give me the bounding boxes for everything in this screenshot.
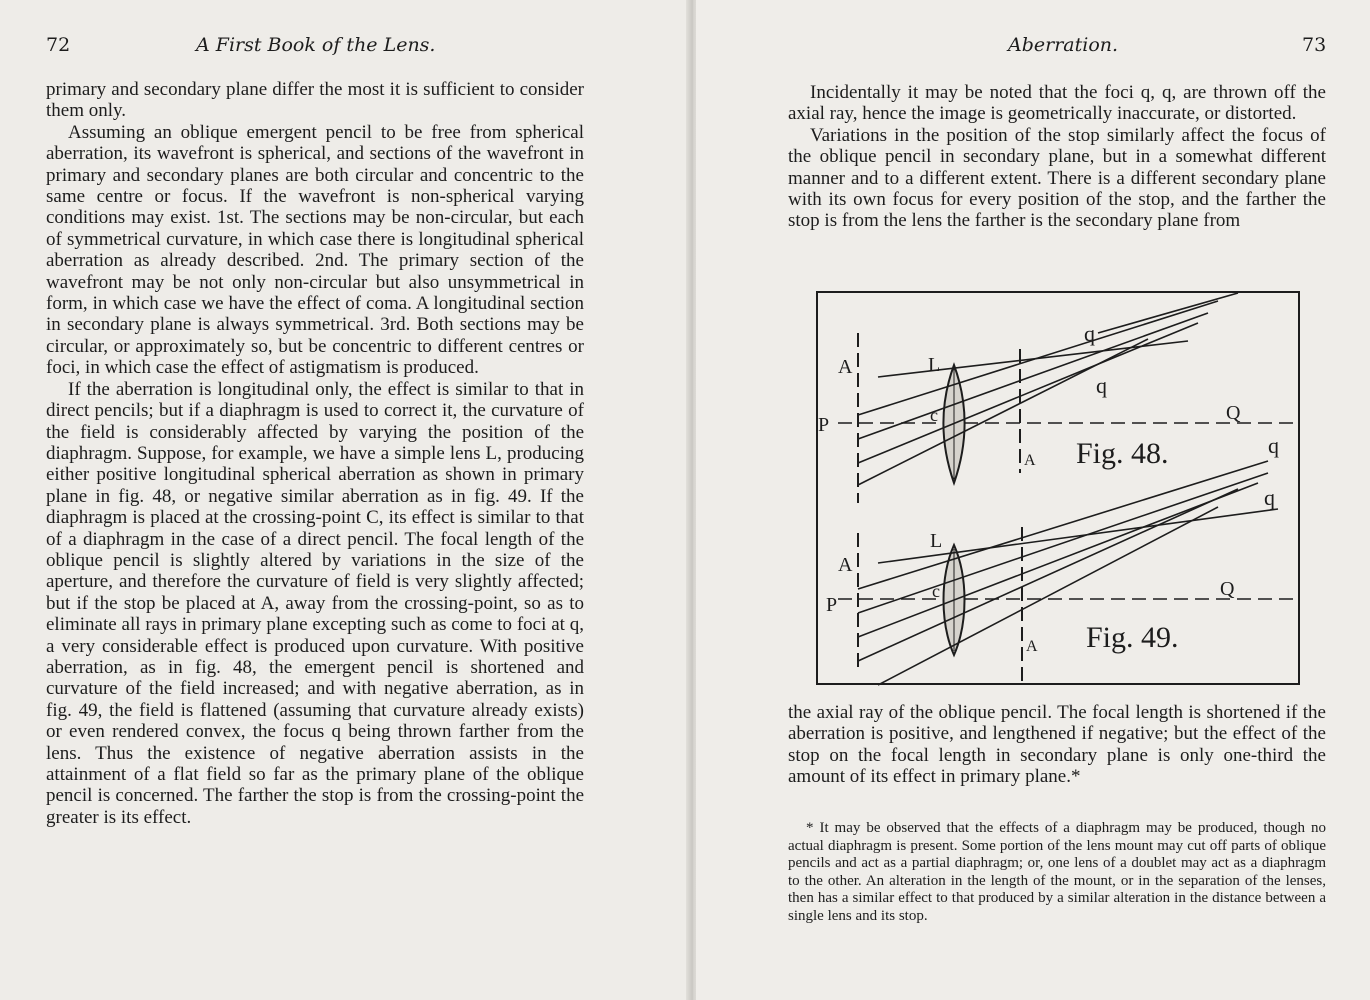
label-Q: Q xyxy=(1220,578,1235,600)
ray xyxy=(858,489,1238,661)
figure-48-49 xyxy=(816,291,1300,685)
label-P: P xyxy=(818,414,830,436)
figure-caption: Fig. 48. xyxy=(1076,437,1169,470)
fig49-diagram xyxy=(838,461,1298,685)
right-body-text-top xyxy=(788,82,1326,232)
label-L: L xyxy=(928,354,941,376)
label-A-top: A xyxy=(838,356,853,378)
running-title: Aberration. xyxy=(1008,34,1119,56)
right-page xyxy=(696,0,1370,1000)
ray xyxy=(858,313,1208,439)
label-q-lower: q xyxy=(1096,373,1107,398)
running-title: A First Book of the Lens. xyxy=(196,34,436,56)
right-body-text-bottom xyxy=(788,702,1326,788)
paragraph: the axial ray of the oblique pencil. The focal length is shortened if the aberration is positive, and lengthened if negative; but the effect of the stop on the focal length in secondary plane is only one-third the amount of its effect in primary plane.* xyxy=(788,702,1326,788)
label-C: c xyxy=(930,405,938,425)
left-body-text xyxy=(46,79,584,828)
label-A-top: A xyxy=(838,554,853,576)
label-q-upper: q xyxy=(1268,433,1279,458)
ray xyxy=(878,341,1188,377)
label-C: c xyxy=(932,581,940,601)
label-Q: Q xyxy=(1226,402,1241,424)
page-number: 73 xyxy=(1302,34,1327,56)
label-L: L xyxy=(930,530,943,552)
paragraph: primary and secondary plane differ the most it is sufficient to consider them only. xyxy=(46,79,584,122)
label-P: P xyxy=(826,594,838,616)
paragraph: Incidentally it may be noted that the foci q, q, are thrown off the axial ray, hence the image is geometrically inaccurate, or distorted. xyxy=(788,82,1326,125)
label-A-bottom: A xyxy=(1024,452,1036,469)
lens-diagram xyxy=(818,293,1302,687)
ray xyxy=(858,473,1268,613)
figure-caption: Fig. 49. xyxy=(1086,621,1179,654)
fig48-diagram xyxy=(838,293,1296,503)
label-q-upper: q xyxy=(1084,321,1095,346)
label-q-lower: q xyxy=(1264,485,1275,510)
page-number: 72 xyxy=(46,34,71,56)
ray xyxy=(858,461,1268,589)
label-A-bottom: A xyxy=(1026,638,1038,655)
footnote: * It may be observed that the effects of a diaphragm may be produced, though no actual diaphragm is present. Some portion of the lens mount may cut off parts of oblique pencils and act as a partial diaphragm; or, one lens of a doublet may act as a diaphragm to the other. An alteration in the length of the mount, or in the separation of the lenses, then has a similar effect to that produced by a similar alteration in the distance between a single lens and its stop. xyxy=(788,820,1326,924)
paragraph: Assuming an oblique emergent pencil to be free from spherical aberration, its wavefront is spherical, and sections of the wavefront in primary and secondary planes are both circular and concentric to the same centre or focus. If the wavefront is non-spherical varying conditions may exist. 1st. The sections may be non-circular, but each of symmetrical curvature, in which case there is longitudinal spherical aberration as already described. 2nd. The primary section of the wavefront may be not only non-circular but also unsymmetrical in form, in which case we have the effect of coma. A longitudinal section in secondary plane is always symmetrical. 3rd. Both sections may be circular, or approximately so, but be concentric to different centres or foci, in which case the effect of astigmatism is produced. xyxy=(46,121,584,379)
ray xyxy=(858,483,1258,637)
paragraph: Variations in the position of the stop similarly affect the focus of the oblique pencil in secondary plane, but in a somewhat different manner and to a different extent. There is a different secondary plane with its own focus for every position of the stop, and the farther the stop is from the lens the farther is the secondary plane from xyxy=(788,124,1326,232)
ray xyxy=(878,507,1218,685)
paragraph: If the aberration is longitudinal only, the effect is similar to that in direct pencils; but if a diaphragm is used to correct it, the curvature of the field is considerably affected by varying the position of the diaphragm. Suppose, for example, we have a simple lens L, producing either positive longitudinal spherical aberration as shown in primary plane in fig. 48, or negative similar aberration as in fig. 49. If the diaphragm is placed at the crossing-point C, its effect is similar to that of a diaphragm in the case of a direct pencil. The focal length of the oblique pencil is slightly altered by variations in the size of the aperture, and therefore the curvature of field is very slightly affected; but if the stop be placed at A, away from the crossing-point, so as to eliminate all rays in primary plane excepting such as come to foci at q, a very considerable effect is produced upon curvature. With positive aberration, as in fig. 48, the emergent pencil is shortened and curvature of the field increased; and with negative aberration, as in fig. 49, the field is flattened (assuming that curvature already exists) or even rendered convex, the focus q being thrown farther from the lens. Thus the existence of negative aberration assists in the attainment of a flat field so far as the primary plane of the oblique pencil is concerned. The farther the stop is from the crossing-point the greater is its effect. xyxy=(46,378,584,828)
